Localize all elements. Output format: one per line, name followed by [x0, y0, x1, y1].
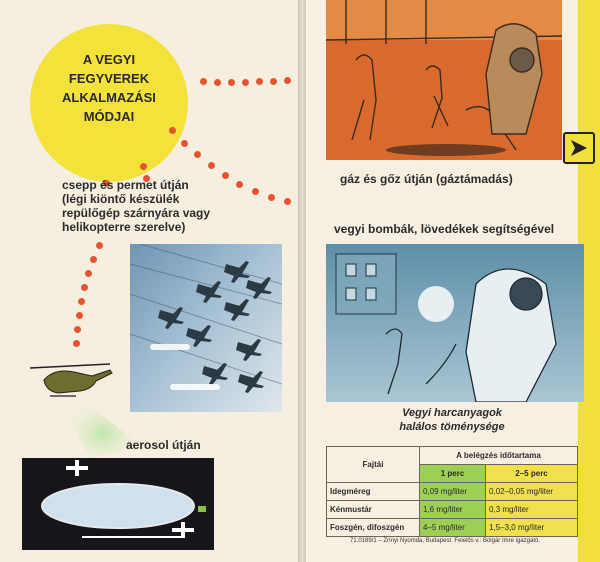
header-1-minute: 1 perc — [420, 465, 486, 483]
page-title — [30, 50, 188, 126]
row-value-1: 1,6 mg/liter — [420, 501, 486, 519]
aerosol-illustration — [22, 458, 214, 550]
header-duration: A belégzés időtartama — [420, 447, 578, 465]
page-fold — [298, 0, 306, 562]
table-row — [327, 483, 578, 501]
table-title-line-1: Vegyi harcanyagok — [402, 407, 502, 419]
title-line-3: ALKALMAZÁSI — [62, 90, 156, 105]
caption-spray-line-1: csepp és permet útján — [62, 178, 189, 192]
caption-spray-line-2: (légi kiöntő készülék — [62, 192, 180, 206]
caption-spray — [62, 178, 267, 234]
title-line-4: MÓDJAI — [83, 109, 135, 124]
table-title-line-2: halálos töménysége — [399, 421, 505, 433]
bomb-attack-illustration — [326, 244, 584, 402]
caption-gas: gáz és gőz útján (gáztámadás) — [340, 172, 513, 186]
header-2-5-minutes: 2–5 perc — [486, 465, 578, 483]
row-name: Foszgén, difoszgén — [327, 519, 420, 537]
lethal-concentration-table — [326, 446, 578, 537]
row-name: Kénmustár — [327, 501, 420, 519]
row-value-1: 0,09 mg/liter — [420, 483, 486, 501]
row-value-2: 0,3 mg/liter — [486, 501, 578, 519]
row-value-1: 4–5 mg/liter — [420, 519, 486, 537]
caption-spray-line-3: repülőgép szárnyára vagy — [62, 206, 211, 220]
table-row — [327, 501, 578, 519]
title-line-1: A VEGYI — [82, 52, 136, 67]
aircraft-illustration — [130, 244, 282, 412]
caption-bombs: vegyi bombák, lövedékek segítségével — [334, 222, 555, 236]
row-value-2: 1,5–3,0 mg/liter — [486, 519, 578, 537]
header-type: Fajtái — [327, 447, 420, 483]
printer-footer: 71.0189/1 – Zrínyi Nyomda, Budapest. Felelős v.: Bolgár Imre igazgató. — [350, 538, 540, 544]
arrow-right-icon — [565, 134, 593, 162]
page-arrow-tab — [563, 132, 595, 164]
title-line-2: FEGYVEREK — [68, 71, 150, 86]
table-row — [327, 519, 578, 537]
caption-spray-line-4: helikopterre szerelve) — [62, 220, 186, 234]
table-title — [326, 406, 578, 434]
row-name: Idegméreg — [327, 483, 420, 501]
row-value-2: 0,02–0,05 mg/liter — [486, 483, 578, 501]
caption-aerosol: aerosol útján — [126, 438, 201, 452]
gas-attack-illustration — [326, 0, 562, 160]
